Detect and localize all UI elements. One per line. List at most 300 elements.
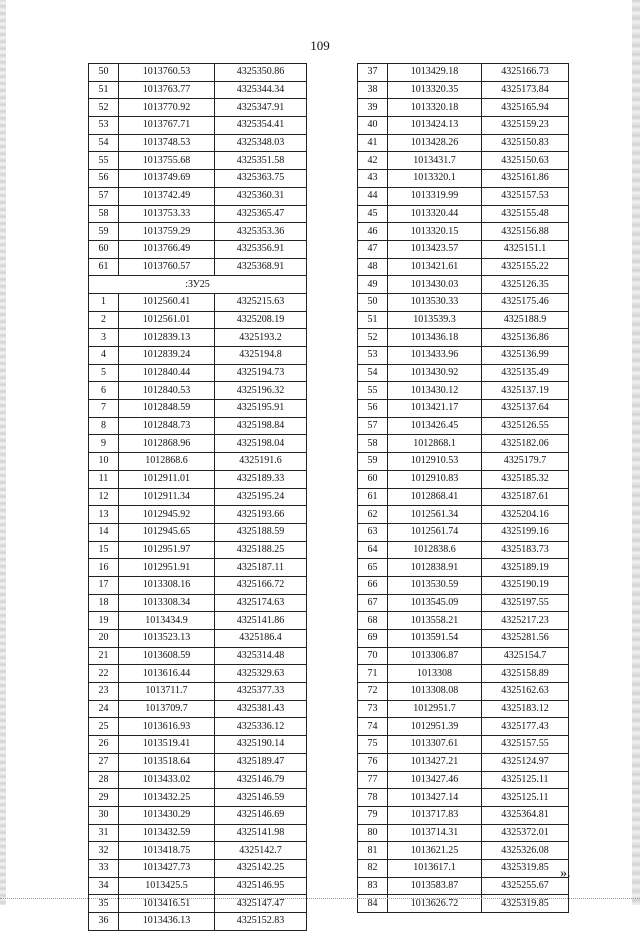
table-row — [358, 453, 569, 471]
y-coordinate: 4325150.63 — [482, 152, 569, 170]
coordinates-table-right — [357, 63, 569, 913]
x-coordinate: 1012560.41 — [119, 293, 215, 311]
table-row — [89, 523, 307, 541]
y-coordinate: 4325125.11 — [482, 789, 569, 807]
table-row — [89, 99, 307, 117]
y-coordinate: 4325158.89 — [482, 665, 569, 683]
y-coordinate: 4325187.11 — [215, 559, 307, 577]
point-number: 41 — [358, 134, 388, 152]
x-coordinate: 1013714.31 — [388, 824, 482, 842]
y-coordinate: 4325198.04 — [215, 435, 307, 453]
x-coordinate: 1012868.41 — [388, 488, 482, 506]
x-coordinate: 1013430.92 — [388, 364, 482, 382]
x-coordinate: 1013433.96 — [388, 347, 482, 365]
table-row — [89, 470, 307, 488]
point-number: 57 — [358, 417, 388, 435]
table-row — [358, 576, 569, 594]
y-coordinate: 4325157.55 — [482, 736, 569, 754]
point-number: 12 — [89, 488, 119, 506]
y-coordinate: 4325124.97 — [482, 753, 569, 771]
table-row — [358, 134, 569, 152]
x-coordinate: 1013539.3 — [388, 311, 482, 329]
y-coordinate: 4325174.63 — [215, 594, 307, 612]
y-coordinate: 4325188.25 — [215, 541, 307, 559]
point-number: 61 — [89, 258, 119, 276]
y-coordinate: 4325368.91 — [215, 258, 307, 276]
y-coordinate: 4325166.72 — [215, 576, 307, 594]
point-number: 25 — [89, 718, 119, 736]
table-row — [358, 683, 569, 701]
point-number: 59 — [89, 223, 119, 241]
table-row — [89, 382, 307, 400]
point-number: 68 — [358, 612, 388, 630]
point-number: 24 — [89, 700, 119, 718]
y-coordinate: 4325155.22 — [482, 258, 569, 276]
y-coordinate: 4325195.24 — [215, 488, 307, 506]
y-coordinate: 4325126.35 — [482, 276, 569, 294]
point-number: 38 — [358, 81, 388, 99]
table-row — [89, 683, 307, 701]
table-row — [358, 329, 569, 347]
point-number: 29 — [89, 789, 119, 807]
table-row — [89, 81, 307, 99]
table-row — [89, 400, 307, 418]
table-row — [358, 736, 569, 754]
point-number: 59 — [358, 453, 388, 471]
point-number: 32 — [89, 842, 119, 860]
y-coordinate: 4325173.84 — [482, 81, 569, 99]
point-number: 72 — [358, 683, 388, 701]
point-number: 51 — [358, 311, 388, 329]
table-row — [89, 170, 307, 188]
y-coordinate: 4325166.73 — [482, 64, 569, 82]
point-number: 15 — [89, 541, 119, 559]
table-row — [358, 488, 569, 506]
y-coordinate: 4325326.08 — [482, 842, 569, 860]
point-number: 75 — [358, 736, 388, 754]
point-number: 17 — [89, 576, 119, 594]
x-coordinate: 1013545.09 — [388, 594, 482, 612]
point-number: 70 — [358, 647, 388, 665]
point-number: 60 — [358, 470, 388, 488]
point-number: 52 — [358, 329, 388, 347]
end-quote-mark: ». — [560, 866, 571, 881]
y-coordinate: 4325147.47 — [215, 895, 307, 913]
point-number: 80 — [358, 824, 388, 842]
point-number: 65 — [358, 559, 388, 577]
x-coordinate: 1012838.6 — [388, 541, 482, 559]
point-number: 53 — [358, 347, 388, 365]
x-coordinate: 1013307.61 — [388, 736, 482, 754]
x-coordinate: 1013427.14 — [388, 789, 482, 807]
point-number: 55 — [89, 152, 119, 170]
x-coordinate: 1013530.33 — [388, 293, 482, 311]
point-number: 47 — [358, 240, 388, 258]
x-coordinate: 1012951.39 — [388, 718, 482, 736]
table-row — [89, 152, 307, 170]
table-row — [358, 240, 569, 258]
point-number: 52 — [89, 99, 119, 117]
table-row — [358, 700, 569, 718]
x-coordinate: 1013742.49 — [119, 187, 215, 205]
x-coordinate: 1012911.01 — [119, 470, 215, 488]
point-number: 39 — [358, 99, 388, 117]
table-row — [358, 859, 569, 877]
table-row — [89, 187, 307, 205]
table-row — [358, 293, 569, 311]
y-coordinate: 4325194.8 — [215, 347, 307, 365]
y-coordinate: 4325154.7 — [482, 647, 569, 665]
x-coordinate: 1012839.24 — [119, 347, 215, 365]
x-coordinate: 1013427.73 — [119, 859, 215, 877]
x-coordinate: 1012838.91 — [388, 559, 482, 577]
y-coordinate: 4325190.14 — [215, 736, 307, 754]
y-coordinate: 4325179.7 — [482, 453, 569, 471]
y-coordinate: 4325182.06 — [482, 435, 569, 453]
y-coordinate: 4325336.12 — [215, 718, 307, 736]
x-coordinate: 1013523.13 — [119, 630, 215, 648]
y-coordinate: 4325189.33 — [215, 470, 307, 488]
point-number: 82 — [358, 859, 388, 877]
page-number: 109 — [310, 38, 330, 53]
x-coordinate: 1013430.29 — [119, 806, 215, 824]
y-coordinate: 4325150.83 — [482, 134, 569, 152]
y-coordinate: 4325191.6 — [215, 453, 307, 471]
table-row — [89, 647, 307, 665]
table-row — [89, 64, 307, 82]
table-row — [358, 117, 569, 135]
y-coordinate: 4325194.73 — [215, 364, 307, 382]
y-coordinate: 4325350.86 — [215, 64, 307, 82]
table-row — [358, 470, 569, 488]
point-number: 51 — [89, 81, 119, 99]
x-coordinate: 1013319.99 — [388, 187, 482, 205]
y-coordinate: 4325187.61 — [482, 488, 569, 506]
point-number: 45 — [358, 205, 388, 223]
point-number: 8 — [89, 417, 119, 435]
y-coordinate: 4325136.86 — [482, 329, 569, 347]
y-coordinate: 4325208.19 — [215, 311, 307, 329]
table-row — [358, 152, 569, 170]
point-number: 3 — [89, 329, 119, 347]
y-coordinate: 4325255.67 — [482, 877, 569, 895]
x-coordinate: 1013748.53 — [119, 134, 215, 152]
y-coordinate: 4325151.1 — [482, 240, 569, 258]
x-coordinate: 1012951.7 — [388, 700, 482, 718]
table-row — [358, 506, 569, 524]
point-number: 49 — [358, 276, 388, 294]
x-coordinate: 1013530.59 — [388, 576, 482, 594]
point-number: 83 — [358, 877, 388, 895]
x-coordinate: 1013320.1 — [388, 170, 482, 188]
y-coordinate: 4325314.48 — [215, 647, 307, 665]
scan-edge-left — [0, 0, 6, 905]
y-coordinate: 4325363.75 — [215, 170, 307, 188]
table-row — [89, 736, 307, 754]
table-row — [89, 842, 307, 860]
y-coordinate: 4325204.16 — [482, 506, 569, 524]
x-coordinate: 1013626.72 — [388, 895, 482, 913]
table-row — [358, 64, 569, 82]
table-row — [89, 329, 307, 347]
point-number: 31 — [89, 824, 119, 842]
x-coordinate: 1012945.92 — [119, 506, 215, 524]
point-number: 69 — [358, 630, 388, 648]
x-coordinate: 1012848.73 — [119, 417, 215, 435]
point-number: 1 — [89, 293, 119, 311]
y-coordinate: 4325177.43 — [482, 718, 569, 736]
x-coordinate: 1013766.49 — [119, 240, 215, 258]
table-row — [89, 417, 307, 435]
x-coordinate: 1013423.57 — [388, 240, 482, 258]
point-number: 62 — [358, 506, 388, 524]
table-row — [89, 859, 307, 877]
x-coordinate: 1013621.25 — [388, 842, 482, 860]
y-coordinate: 4325217.23 — [482, 612, 569, 630]
table-row — [358, 718, 569, 736]
table-row — [358, 435, 569, 453]
point-number: 27 — [89, 753, 119, 771]
y-coordinate: 4325183.12 — [482, 700, 569, 718]
x-coordinate: 1012945.65 — [119, 523, 215, 541]
y-coordinate: 4325193.66 — [215, 506, 307, 524]
table-row — [358, 559, 569, 577]
x-coordinate: 1013763.77 — [119, 81, 215, 99]
x-coordinate: 1012911.34 — [119, 488, 215, 506]
point-number: 58 — [89, 205, 119, 223]
point-number: 78 — [358, 789, 388, 807]
x-coordinate: 1013767.71 — [119, 117, 215, 135]
point-number: 48 — [358, 258, 388, 276]
table-row — [358, 523, 569, 541]
y-coordinate: 4325356.91 — [215, 240, 307, 258]
x-coordinate: 1012951.91 — [119, 559, 215, 577]
y-coordinate: 4325198.84 — [215, 417, 307, 435]
table-row — [358, 187, 569, 205]
table-row — [358, 806, 569, 824]
point-number: 30 — [89, 806, 119, 824]
y-coordinate: 4325125.11 — [482, 771, 569, 789]
x-coordinate: 1013436.13 — [119, 913, 215, 931]
table-row — [89, 117, 307, 135]
table-row — [89, 753, 307, 771]
y-coordinate: 4325319.85 — [482, 859, 569, 877]
point-number: 44 — [358, 187, 388, 205]
x-coordinate: 1013426.45 — [388, 417, 482, 435]
y-coordinate: 4325215.63 — [215, 293, 307, 311]
y-coordinate: 4325354.41 — [215, 117, 307, 135]
x-coordinate: 1012910.83 — [388, 470, 482, 488]
table-row — [89, 293, 307, 311]
table-row — [89, 665, 307, 683]
point-number: 33 — [89, 859, 119, 877]
x-coordinate: 1012561.74 — [388, 523, 482, 541]
point-number: 58 — [358, 435, 388, 453]
x-coordinate: 1012839.13 — [119, 329, 215, 347]
x-coordinate: 1013428.26 — [388, 134, 482, 152]
y-coordinate: 4325156.88 — [482, 223, 569, 241]
point-number: 10 — [89, 453, 119, 471]
y-coordinate: 4325136.99 — [482, 347, 569, 365]
x-coordinate: 1013416.51 — [119, 895, 215, 913]
y-coordinate: 4325189.19 — [482, 559, 569, 577]
table-row — [358, 789, 569, 807]
table-row — [358, 612, 569, 630]
table-row — [89, 718, 307, 736]
y-coordinate: 4325161.86 — [482, 170, 569, 188]
y-coordinate: 4325183.73 — [482, 541, 569, 559]
section-label: :ЗУ25 — [89, 276, 307, 294]
y-coordinate: 4325197.55 — [482, 594, 569, 612]
table-row — [358, 842, 569, 860]
x-coordinate: 1013427.46 — [388, 771, 482, 789]
x-coordinate: 1013608.59 — [119, 647, 215, 665]
point-number: 53 — [89, 117, 119, 135]
table-row — [89, 824, 307, 842]
table-row — [358, 276, 569, 294]
x-coordinate: 1013320.44 — [388, 205, 482, 223]
table-row — [89, 877, 307, 895]
table-row — [358, 417, 569, 435]
point-number: 54 — [358, 364, 388, 382]
point-number: 7 — [89, 400, 119, 418]
point-number: 40 — [358, 117, 388, 135]
x-coordinate: 1012561.34 — [388, 506, 482, 524]
x-coordinate: 1013431.7 — [388, 152, 482, 170]
y-coordinate: 4325188.59 — [215, 523, 307, 541]
y-coordinate: 4325281.56 — [482, 630, 569, 648]
x-coordinate: 1013418.75 — [119, 842, 215, 860]
y-coordinate: 4325372.01 — [482, 824, 569, 842]
section-header-row — [89, 276, 307, 294]
x-coordinate: 1012910.53 — [388, 453, 482, 471]
y-coordinate: 4325381.43 — [215, 700, 307, 718]
y-coordinate: 4325185.32 — [482, 470, 569, 488]
y-coordinate: 4325146.95 — [215, 877, 307, 895]
x-coordinate: 1013436.18 — [388, 329, 482, 347]
point-number: 56 — [358, 400, 388, 418]
point-number: 64 — [358, 541, 388, 559]
point-number: 26 — [89, 736, 119, 754]
table-row — [358, 81, 569, 99]
x-coordinate: 1013308.08 — [388, 683, 482, 701]
point-number: 36 — [89, 913, 119, 931]
table-row — [358, 630, 569, 648]
table-row — [89, 506, 307, 524]
table-row — [358, 205, 569, 223]
y-coordinate: 4325137.19 — [482, 382, 569, 400]
point-number: 71 — [358, 665, 388, 683]
x-coordinate: 1013583.87 — [388, 877, 482, 895]
y-coordinate: 4325135.49 — [482, 364, 569, 382]
table-row — [358, 594, 569, 612]
point-number: 56 — [89, 170, 119, 188]
x-coordinate: 1013425.5 — [119, 877, 215, 895]
point-number: 18 — [89, 594, 119, 612]
y-coordinate: 4325141.98 — [215, 824, 307, 842]
table-row — [89, 771, 307, 789]
table-row — [89, 347, 307, 365]
point-number: 43 — [358, 170, 388, 188]
x-coordinate: 1013421.17 — [388, 400, 482, 418]
x-coordinate: 1013760.53 — [119, 64, 215, 82]
table-row — [358, 877, 569, 895]
point-number: 2 — [89, 311, 119, 329]
x-coordinate: 1013616.93 — [119, 718, 215, 736]
y-coordinate: 4325351.58 — [215, 152, 307, 170]
point-number: 50 — [358, 293, 388, 311]
y-coordinate: 4325329.63 — [215, 665, 307, 683]
table-row — [358, 347, 569, 365]
point-number: 55 — [358, 382, 388, 400]
table-row — [89, 205, 307, 223]
y-coordinate: 4325186.4 — [215, 630, 307, 648]
y-coordinate: 4325347.91 — [215, 99, 307, 117]
x-coordinate: 1013616.44 — [119, 665, 215, 683]
y-coordinate: 4325189.47 — [215, 753, 307, 771]
point-number: 28 — [89, 771, 119, 789]
point-number: 57 — [89, 187, 119, 205]
point-number: 13 — [89, 506, 119, 524]
x-coordinate: 1013433.02 — [119, 771, 215, 789]
point-number: 21 — [89, 647, 119, 665]
y-coordinate: 4325157.53 — [482, 187, 569, 205]
x-coordinate: 1013617.1 — [388, 859, 482, 877]
scan-bottom-edge — [0, 898, 640, 900]
x-coordinate: 1013430.03 — [388, 276, 482, 294]
table-row — [358, 771, 569, 789]
table-row — [89, 789, 307, 807]
coordinates-table-left — [88, 63, 307, 931]
x-coordinate: 1013421.61 — [388, 258, 482, 276]
point-number: 14 — [89, 523, 119, 541]
x-coordinate: 1012951.97 — [119, 541, 215, 559]
x-coordinate: 1012868.96 — [119, 435, 215, 453]
point-number: 42 — [358, 152, 388, 170]
table-row — [358, 665, 569, 683]
x-coordinate: 1013434.9 — [119, 612, 215, 630]
y-coordinate: 4325190.19 — [482, 576, 569, 594]
x-coordinate: 1012868.1 — [388, 435, 482, 453]
point-number: 37 — [358, 64, 388, 82]
y-coordinate: 4325365.47 — [215, 205, 307, 223]
x-coordinate: 1013558.21 — [388, 612, 482, 630]
table-row — [89, 488, 307, 506]
y-coordinate: 4325142.25 — [215, 859, 307, 877]
x-coordinate: 1013432.59 — [119, 824, 215, 842]
table-row — [89, 134, 307, 152]
point-number: 54 — [89, 134, 119, 152]
table-row — [358, 311, 569, 329]
x-coordinate: 1013306.87 — [388, 647, 482, 665]
y-coordinate: 4325377.33 — [215, 683, 307, 701]
x-coordinate: 1013760.57 — [119, 258, 215, 276]
x-coordinate: 1013427.21 — [388, 753, 482, 771]
point-number: 4 — [89, 347, 119, 365]
table-row — [89, 258, 307, 276]
y-coordinate: 4325175.46 — [482, 293, 569, 311]
y-coordinate: 4325353.36 — [215, 223, 307, 241]
x-coordinate: 1012848.59 — [119, 400, 215, 418]
y-coordinate: 4325146.79 — [215, 771, 307, 789]
y-coordinate: 4325155.48 — [482, 205, 569, 223]
y-coordinate: 4325360.31 — [215, 187, 307, 205]
x-coordinate: 1013308.16 — [119, 576, 215, 594]
table-row — [89, 806, 307, 824]
table-row — [89, 612, 307, 630]
x-coordinate: 1013711.7 — [119, 683, 215, 701]
x-coordinate: 1013753.33 — [119, 205, 215, 223]
